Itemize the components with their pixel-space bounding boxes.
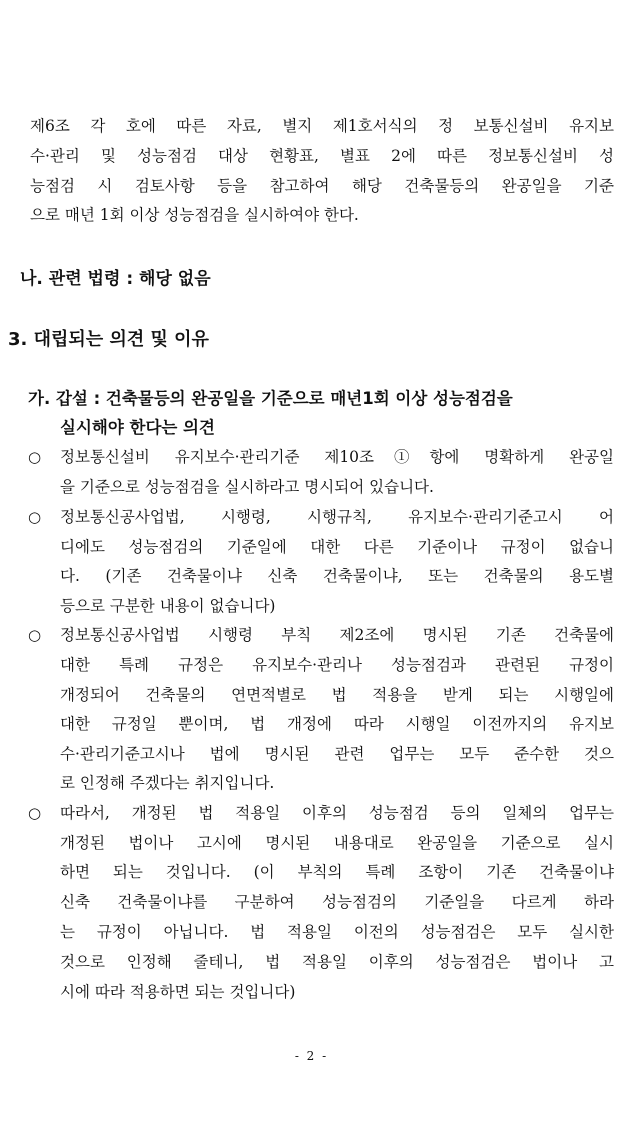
intro-line: 능점검 시 검토사항 등을 참고하여 해당 건축물등의 완공일을 기준 bbox=[30, 177, 614, 195]
intro-line: 으로 매년 1회 이상 성능점검을 실시하여야 한다. bbox=[30, 206, 359, 224]
section-heading-3: 3. 대립되는 의견 및 이유 bbox=[8, 329, 209, 350]
bullet-line: 따라서, 개정된 법 적용일 이후의 성능점검 등의 일체의 업무는 bbox=[60, 804, 614, 822]
circle-bullet-icon: ○ bbox=[28, 804, 42, 822]
bullet-line: 수·관리기준고시나 법에 명시된 관련 업무는 모두 준수한 것으 bbox=[60, 745, 614, 763]
bullet-line: 정보통신공사업법, 시행령, 시행규칙, 유지보수·관리기준고시 어 bbox=[60, 508, 614, 526]
bullet-line: 정보통신공사업법 시행령 부칙 제2조에 명시된 기존 건축물에 bbox=[60, 626, 614, 644]
circle-bullet-icon: ○ bbox=[28, 508, 42, 526]
subsection-heading-line: 실시해야 한다는 의견 bbox=[60, 418, 215, 437]
bullet-line: 정보통신설비 유지보수·관리기준 제10조①항에 명확하게 완공일 bbox=[60, 448, 614, 466]
bullet-line: 대한 규정일 뿐이며, 법 개정에 따라 시행일 이전까지의 유지보 bbox=[60, 715, 614, 733]
circle-bullet-icon: ○ bbox=[28, 448, 42, 466]
bullet-line: 을 기준으로 성능점검을 실시하라고 명시되어 있습니다. bbox=[60, 478, 434, 496]
bullet-line: 개정된 법이나 고시에 명시된 내용대로 완공일을 기준으로 실시 bbox=[60, 834, 614, 852]
bullet-line: 신축 건축물이냐를 구분하여 성능점검의 기준일을 다르게 하라 bbox=[60, 893, 614, 911]
subsection-heading-line: 가. 갑설 : 건축물등의 완공일을 기준으로 매년1회 이상 성능점검을 bbox=[28, 389, 513, 408]
bullet-line: 하면 되는 것입니다. (이 부칙의 특례 조항이 기존 건축물이냐 bbox=[60, 863, 614, 881]
intro-line: 수·관리 및 성능점검 대상 현황표, 별표 2에 따른 정보통신설비 성 bbox=[30, 147, 614, 165]
bullet-line: 다. (기존 건축물이냐 신축 건축물이냐, 또는 건축물의 용도별 bbox=[60, 567, 614, 585]
bullet-line: 대한 특례 규정은 유지보수·관리나 성능점검과 관련된 규정이 bbox=[60, 656, 614, 674]
bullet-line: 것으로 인정해 줄테니, 법 적용일 이후의 성능점검은 법이나 고 bbox=[60, 953, 614, 971]
bullet-line: 개정되어 건축물의 연면적별로 법 적용을 받게 되는 시행일에 bbox=[60, 686, 614, 704]
bullet-line: 는 규정이 아닙니다. 법 적용일 이전의 성능점검은 모두 실시한 bbox=[60, 923, 614, 941]
page-number: - 2 - bbox=[294, 1049, 329, 1063]
intro-line: 제6조 각 호에 따른 자료, 별지 제1호서식의 정 보통신설비 유지보 bbox=[30, 117, 614, 135]
bullet-line: 시에 따라 적용하면 되는 것입니다) bbox=[60, 983, 296, 1001]
circle-bullet-icon: ○ bbox=[28, 626, 42, 644]
bullet-line: 등으로 구분한 내용이 없습니다) bbox=[60, 597, 276, 615]
bullet-line: 로 인정해 주겠다는 취지입니다. bbox=[60, 774, 275, 792]
bullet-line: 디에도 성능점검의 기준일에 대한 다른 기준이나 규정이 없습니 bbox=[60, 538, 614, 556]
section-heading-na: 나. 관련 법령 : 해당 없음 bbox=[20, 269, 211, 289]
